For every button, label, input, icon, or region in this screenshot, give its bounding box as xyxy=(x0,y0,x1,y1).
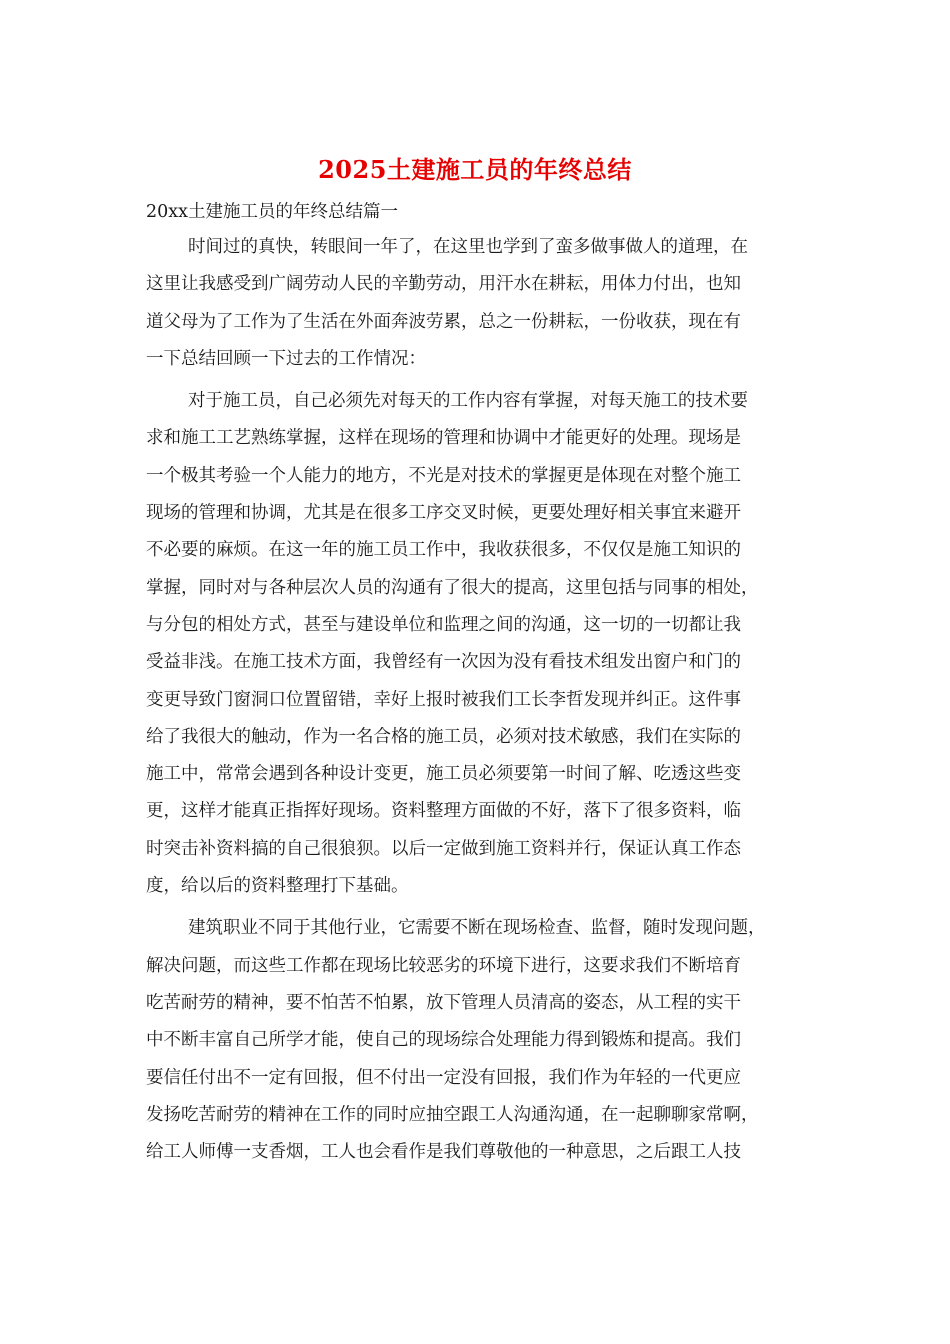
text-line: 求和施工工艺熟练掌握，这样在现场的管理和协调中才能更好的处理。现场是 xyxy=(146,428,741,449)
text-line: 度，给以后的资料整理打下基础。 xyxy=(146,876,409,897)
paragraph-2 xyxy=(146,383,822,905)
text-line: 道父母为了工作为了生活在外面奔波劳累，总之一份耕耘，一份收获，现在有 xyxy=(146,311,741,332)
text-line: 时间过的真快，转眼间一年了，在这里也学到了蛮多做事做人的道理，在 xyxy=(188,237,748,257)
text-line: 时突击补资料搞的自己很狼狈。以后一定做到施工资料并行，保证认真工作态 xyxy=(146,838,741,859)
text-line: 中不断丰富自己所学才能，使自己的现场综合处理能力得到锻炼和提高。我们 xyxy=(146,1030,741,1051)
text-line: 现场的管理和协调，尤其是在很多工序交叉时候，更要处理好相关事宜来避开 xyxy=(146,503,741,524)
text-line: 解决问题，而这些工作都在现场比较恶劣的环境下进行，这要求我们不断培育 xyxy=(146,955,741,976)
text-line: 吃苦耐劳的精神，要不怕苦不怕累，放下管理人员清高的姿态，从工程的实干 xyxy=(146,992,741,1013)
text-line: 不必要的麻烦。在这一年的施工员工作中，我收获很多，不仅仅是施工知识的 xyxy=(146,540,741,561)
text-line: 建筑职业不同于其他行业，它需要不断在现场检查、监督，随时发现问题， xyxy=(188,918,766,939)
document-body xyxy=(146,229,822,1176)
paragraph-1 xyxy=(146,229,822,378)
text-line: 发扬吃苦耐劳的精神在工作的同时应抽空跟工人沟通沟通，在一起聊聊家常啊， xyxy=(146,1104,759,1125)
text-line: 受益非浅。在施工技术方面，我曾经有一次因为没有看技术组发出窗户和门的 xyxy=(146,652,741,673)
paragraph-3 xyxy=(146,910,822,1171)
text-line: 施工中，常常会遇到各种设计变更，施工员必须要第一时间了解、吃透这些变 xyxy=(146,764,741,785)
text-line: 给了我很大的触动，作为一名合格的施工员，必须对技术敏感，我们在实际的 xyxy=(146,726,741,747)
text-line: 要信任付出不一定有回报，但不付出一定没有回报，我们作为年轻的一代更应 xyxy=(146,1067,741,1088)
section-heading: 20xx土建施工员的年终总结篇一 xyxy=(146,202,399,222)
text-line: 这里让我感受到广阔劳动人民的辛勤劳动，用汗水在耕耘，用体力付出，也知 xyxy=(146,274,741,295)
text-line: 变更导致门窗洞口位置留错，幸好上报时被我们工长李哲发现并纠正。这件事 xyxy=(146,689,741,710)
text-line: 对于施工员，自己必须先对每天的工作内容有掌握，对每天施工的技术要 xyxy=(188,391,748,412)
text-line: 给工人师傅一支香烟，工人也会看作是我们尊敬他的一种意思，之后跟工人技 xyxy=(146,1142,741,1163)
text-line: 掌握，同时对与各种层次人员的沟通有了很大的提高，这里包括与同事的相处， xyxy=(146,577,759,598)
text-line: 一个极其考验一个人能力的地方，不光是对技术的掌握更是体现在对整个施工 xyxy=(146,465,741,486)
text-line: 一下总结回顾一下过去的工作情况： xyxy=(146,348,426,369)
document-title: 2025土建施工员的年终总结 xyxy=(318,155,632,184)
text-line: 更，这样才能真正指挥好现场。资料整理方面做的不好，落下了很多资料，临 xyxy=(146,801,741,822)
text-line: 与分包的相处方式，甚至与建设单位和监理之间的沟通，这一切的一切都让我 xyxy=(146,614,741,635)
